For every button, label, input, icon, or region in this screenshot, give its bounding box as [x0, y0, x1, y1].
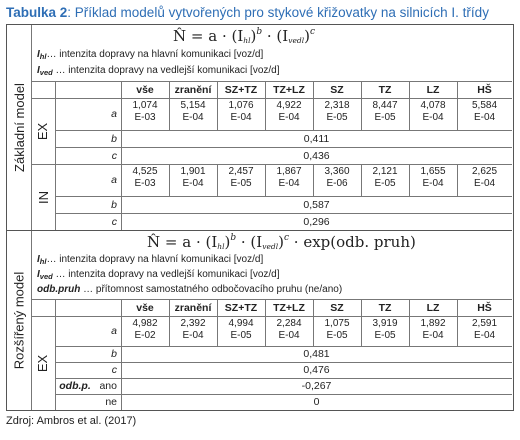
extended-a-cell: 1,892 E-04: [420, 318, 446, 341]
basic-ex-c-label: c: [111, 149, 117, 162]
basic-def-ihl: $I_{hl}\dots$ intenzita dopravy na hlavní komunikaci [voz/d]: [37, 49, 264, 61]
basic-def-ived: $I_{ved}$ … intenzita dopravy na vedlejší komunikaci [voz/d]: [37, 65, 280, 77]
basic-in-a-cell: 1,901 E-04: [180, 166, 206, 189]
basic-ex-a-cell: 4,078 E-04: [420, 100, 446, 123]
extended-a-label: a: [111, 325, 117, 337]
caption-label: Tabulka 2: [6, 5, 68, 20]
basic-in-a-cell: 2,625 E-04: [471, 166, 498, 189]
extended-header-lz: LZ: [426, 301, 440, 314]
basic-ex-a-cell: 8,447 E-05: [372, 100, 398, 123]
basic-ex-b-value: 0,411: [303, 132, 330, 145]
basic-formula: N̂ = $a \cdot (I_{hl})^b \cdot (I_{vedl})^c$: [173, 27, 316, 45]
extended-a-cell: 2,392 E-04: [180, 318, 206, 341]
extended-header-zraneni: zranění: [174, 301, 212, 314]
basic-ex-c-value: 0,436: [303, 149, 330, 162]
basic-header-tz-lz: TZ+LZ: [273, 83, 305, 96]
extended-odbp-label: odb.p.: [59, 380, 91, 392]
basic-in-a-cell: 1,867 E-04: [276, 166, 302, 189]
extended-ne-value: 0: [313, 396, 320, 408]
basic-ex-a-cell: 1,074 E-03: [132, 100, 158, 123]
basic-in-a-cell: 3,360 E-06: [324, 166, 350, 189]
extended-header-tz: TZ: [378, 301, 392, 314]
basic-model-label: Základní model: [11, 83, 27, 172]
basic-ex-label: EX: [35, 122, 51, 140]
basic-in-c-value: 0,296: [303, 215, 330, 228]
basic-in-a-cell: 2,121 E-05: [372, 166, 398, 189]
extended-header-sz: SZ: [330, 301, 344, 314]
extended-def-ihl: $I_{hl}\dots$ intenzita dopravy na hlavní komunikaci [voz/d]: [37, 254, 264, 266]
basic-in-a-cell: 2,457 E-05: [228, 166, 254, 189]
extended-a-cell: 4,982 E-02: [132, 318, 158, 341]
extended-a-cell: 3,919 E-05: [372, 318, 398, 341]
basic-in-a-cell: 4,525 E-03: [132, 166, 158, 189]
extended-header-hs: HŠ: [477, 301, 492, 314]
basic-header-zraneni: zranění: [174, 83, 212, 96]
basic-in-c-label: c: [111, 215, 117, 228]
extended-ano-label: ano: [99, 380, 117, 392]
basic-ex-a-cell: 1,076 E-04: [228, 100, 254, 123]
basic-in-a-label: a: [111, 174, 117, 186]
basic-ex-b-label: b: [111, 132, 117, 145]
basic-ex-a-cell: 5,154 E-04: [180, 100, 206, 123]
extended-def-odbpruh: odb.pruh … přítomnost samostatného odbočovacího pruhu (ne/ano): [37, 284, 343, 295]
extended-a-cell: 4,994 E-05: [228, 318, 254, 341]
extended-def-ived: $I_{ved}$ … intenzita dopravy na vedlejší komunikaci [voz/d]: [37, 269, 280, 281]
basic-ex-a-cell: 5,584 E-04: [471, 100, 498, 123]
extended-b-value: 0,481: [303, 348, 330, 360]
extended-formula: N̂ = $a \cdot (I_{hl})^b \cdot (I_{vedl})^c \cdot \exp(odb$. pruh): [147, 233, 416, 251]
basic-ex-a-cell: 2,318 E-05: [324, 100, 350, 123]
source-note: Zdroj: Ambros et al. (2017): [6, 415, 137, 427]
extended-ex-label: EX: [35, 354, 51, 372]
basic-header-sz-tz: SZ+TZ: [224, 83, 258, 96]
basic-header-sz: SZ: [330, 83, 344, 96]
table-caption: [6, 5, 489, 21]
models-table: [6, 24, 514, 411]
extended-a-cell: 2,591 E-04: [471, 318, 498, 341]
extended-c-value: 0,476: [303, 364, 330, 376]
basic-in-a-cell: 1,655 E-04: [420, 166, 446, 189]
basic-ex-a-cell: 4,922 E-04: [276, 100, 302, 123]
extended-a-cell: 1,075 E-05: [324, 318, 350, 341]
extended-header-vse: vše: [136, 301, 154, 314]
extended-header-tz-lz: TZ+LZ: [273, 301, 305, 314]
basic-in-b-value: 0,587: [303, 198, 330, 211]
basic-in-label: IN: [35, 190, 51, 204]
basic-ex-a-label: a: [111, 108, 117, 120]
extended-c-label: c: [111, 364, 117, 376]
extended-model-label: Rozšířený model: [11, 271, 27, 369]
extended-a-cell: 2,284 E-04: [276, 318, 302, 341]
basic-header-lz: LZ: [426, 83, 440, 96]
extended-ano-value: -0,267: [301, 380, 332, 392]
basic-header-tz: TZ: [378, 83, 392, 96]
extended-header-sz-tz: SZ+TZ: [224, 301, 258, 314]
extended-ne-label: ne: [105, 396, 117, 408]
basic-in-b-label: b: [111, 198, 117, 211]
basic-header-hs: HŠ: [477, 83, 492, 96]
extended-b-label: b: [111, 348, 117, 360]
caption-text: : Příklad modelů vytvořených pro stykové křižovatky na silnicích I. třídy: [67, 5, 489, 20]
basic-header-vse: vše: [136, 83, 154, 96]
